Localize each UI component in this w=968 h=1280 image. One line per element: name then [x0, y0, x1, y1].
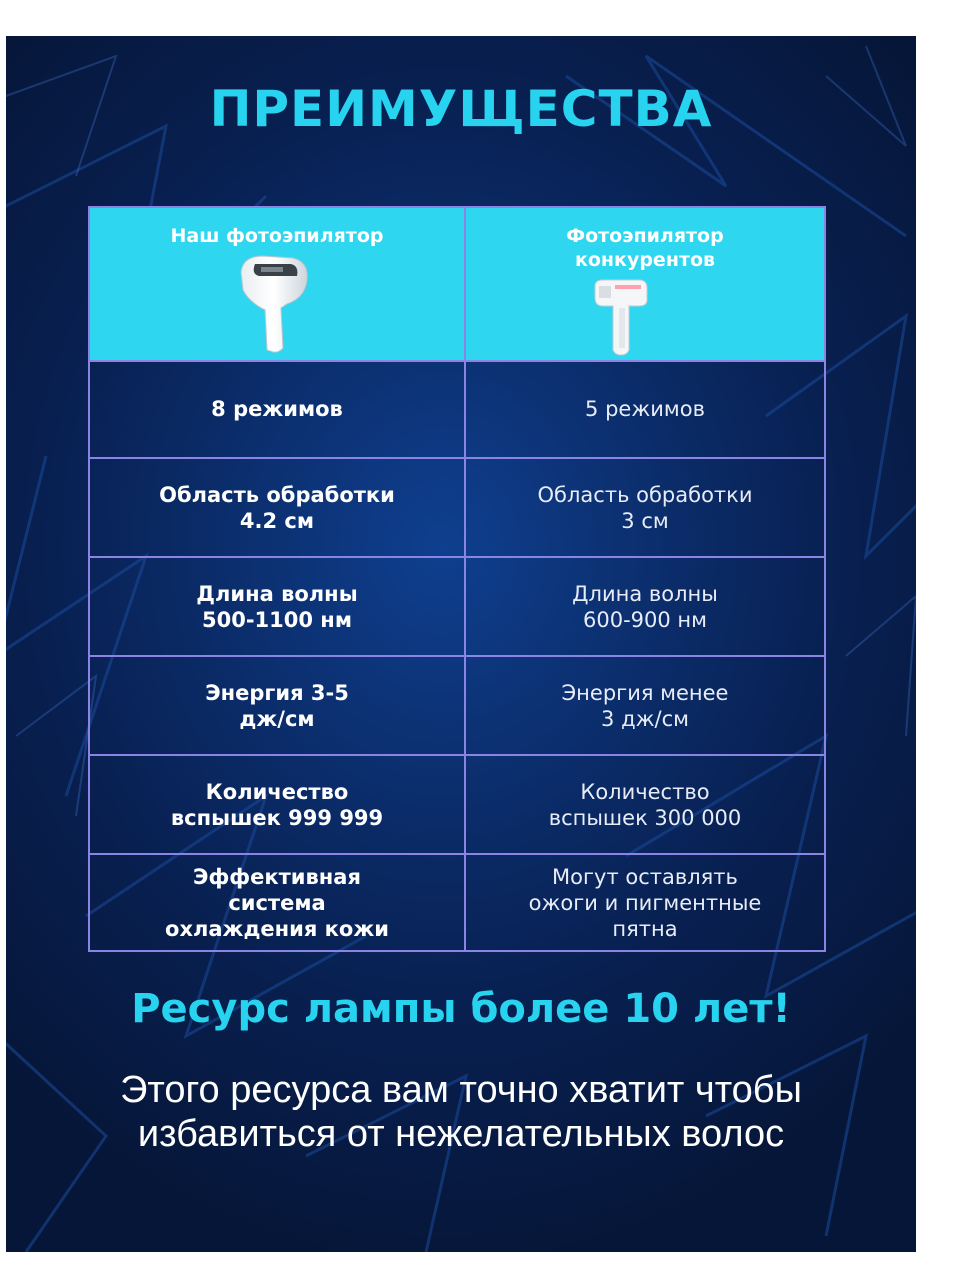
table-row	[90, 855, 824, 950]
table-row	[90, 459, 824, 558]
table-row	[90, 657, 824, 756]
resource-note: Этого ресурса вам точно хватит чтобы избавиться от нежелательных волос	[120, 1069, 802, 1155]
competitor-value-cell	[466, 558, 824, 655]
competitor-value: Энергия менее 3 дж/см	[561, 680, 729, 731]
our-value-cell	[90, 558, 466, 655]
page-title: ПРЕИМУЩЕСТВА	[209, 80, 713, 138]
promo-card	[6, 36, 916, 1252]
competitor-value-cell	[466, 855, 824, 950]
our-value-cell	[90, 756, 466, 853]
our-value: Эффективная система охлаждения кожи	[165, 864, 389, 941]
our-value-cell	[90, 360, 466, 457]
table-row	[90, 360, 824, 459]
our-value: Количество вспышек 999 999	[170, 779, 384, 830]
competitor-value: Область обработки 3 см	[537, 482, 753, 533]
header-competitor-label: Фотоэпилятор конкурентов	[566, 225, 724, 271]
competitor-value-cell	[466, 360, 824, 457]
table-row	[90, 756, 824, 855]
our-value-cell	[90, 657, 466, 754]
our-value-cell	[90, 459, 466, 556]
competitor-value: 5 режимов	[585, 396, 705, 421]
our-device-icon	[235, 250, 315, 354]
lamp-resource-headline: Ресурс лампы более 10 лет!	[131, 986, 791, 1032]
competitor-value-cell	[466, 756, 824, 853]
competitor-value: Длина волны 600-900 нм	[572, 581, 718, 632]
our-value: Длина волны 500-1100 нм	[196, 581, 358, 632]
competitor-value-cell	[466, 657, 824, 754]
our-value: 8 режимов	[211, 396, 343, 421]
table-row	[90, 558, 824, 657]
competitor-value: Количество вспышек 300 000	[548, 779, 742, 830]
comparison-table	[88, 206, 826, 952]
competitor-value-cell	[466, 459, 824, 556]
header-competitor	[466, 208, 824, 360]
competitor-value: Могут оставлять ожоги и пигментные пятна	[528, 864, 762, 941]
our-value: Область обработки 4.2 см	[159, 482, 395, 533]
our-value: Энергия 3-5 дж/см	[205, 680, 349, 731]
table-header	[90, 208, 824, 362]
our-value-cell	[90, 855, 466, 950]
header-our-label: Наш фотоэпилятор	[170, 225, 384, 247]
competitor-device-icon	[591, 278, 651, 356]
header-our-device	[90, 208, 466, 360]
